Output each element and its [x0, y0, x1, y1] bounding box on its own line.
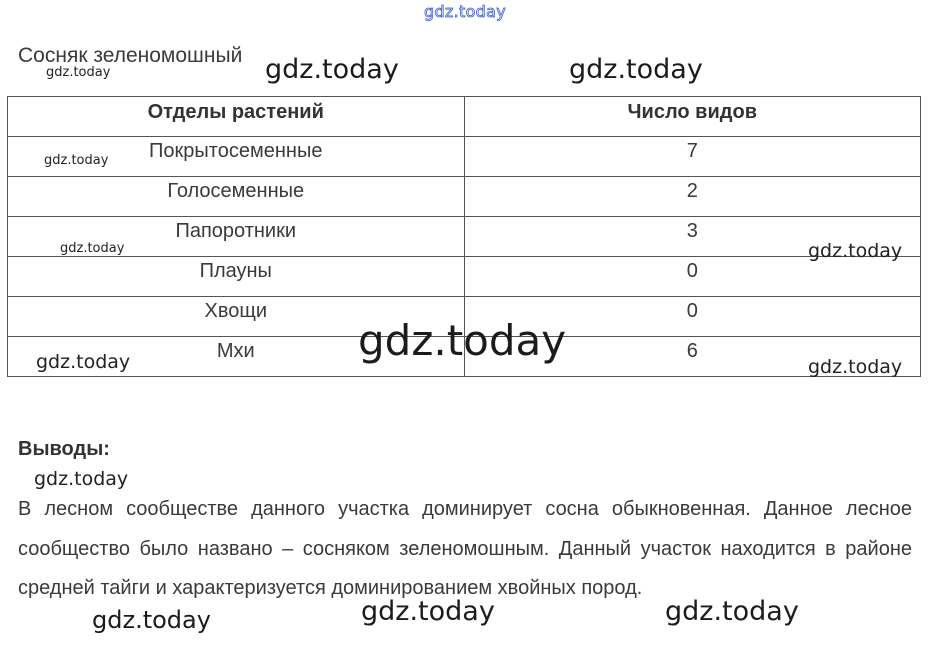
count-cell: 7 — [464, 137, 921, 177]
watermark-caption-right-b: gdz.today — [569, 54, 703, 85]
conclusions-heading: Выводы: — [18, 438, 110, 460]
watermark-row3-left: gdz.today — [60, 241, 125, 256]
watermark-top: gdz.today — [424, 2, 506, 21]
conclusions-text: В лесном сообществе данного участка доминирует сосна обыкновенная. Данное лесное сообщество было названо – сосняком зеленомошным. Данный участок находится в районе средней тайги и характеризуется доминированием хвойных пород. — [18, 498, 912, 599]
division-cell: Папоротники — [8, 217, 465, 257]
watermark-conclusion-small: gdz.today — [34, 468, 129, 490]
watermark-row6-right: gdz.today — [808, 356, 903, 378]
header-divisions: Отделы растений — [8, 97, 465, 137]
count-cell: 0 — [464, 297, 921, 337]
watermark-bottom-right: gdz.today — [665, 596, 799, 627]
watermark-caption-small: gdz.today — [46, 65, 111, 80]
watermark-row6-left: gdz.today — [36, 351, 131, 373]
division-cell: Хвощи — [8, 297, 465, 337]
watermark-row3-right: gdz.today — [808, 240, 903, 262]
division-cell: Мхи — [8, 337, 465, 377]
table-caption: Сосняк зеленомошный — [18, 44, 243, 67]
table-row — [8, 177, 921, 217]
table-row — [8, 257, 921, 297]
division-cell: Голосеменные — [8, 177, 465, 217]
count-cell: 2 — [464, 177, 921, 217]
watermark-center-large: gdz.today — [358, 316, 567, 365]
count-cell: 6 — [464, 337, 921, 377]
count-cell: 0 — [464, 257, 921, 297]
count-cell: 3 — [464, 217, 921, 257]
watermark-row1-left: gdz.today — [44, 153, 109, 168]
division-cell: Плауны — [8, 257, 465, 297]
division-cell: Покрытосеменные — [8, 137, 465, 177]
table-row — [8, 137, 921, 177]
watermark-caption-right-a: gdz.today — [265, 54, 399, 85]
watermark-bottom-center: gdz.today — [361, 596, 495, 627]
header-species-count: Число видов — [464, 97, 921, 137]
table-header-row — [8, 97, 921, 137]
watermark-bottom-left: gdz.today — [92, 606, 211, 634]
table-row — [8, 217, 921, 257]
